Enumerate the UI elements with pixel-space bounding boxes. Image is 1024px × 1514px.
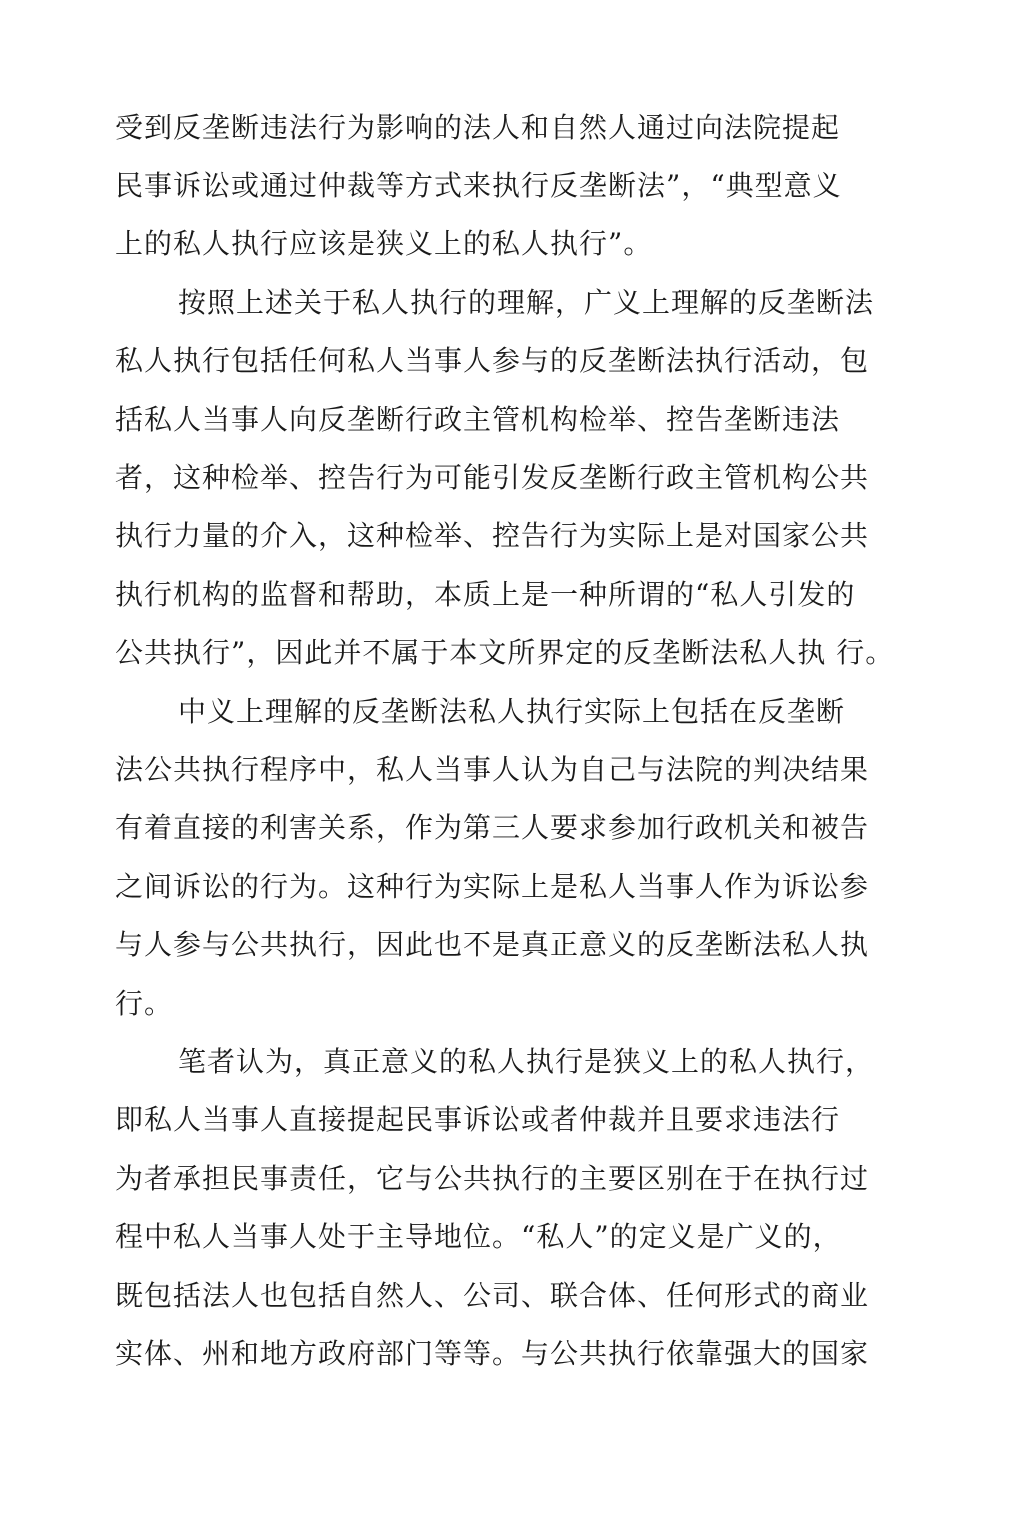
paragraph-start-line: 按照上述关于私人执行的理解，广义上理解的反垄断法 [178, 286, 875, 319]
text-line: 执行机构的监督和帮助，本质上是一种所谓的“私人引发的 [115, 578, 856, 611]
text-line: 执行力量的介入，这种检举、控告行为实际上是对国家公共 [115, 519, 870, 552]
text-line: 私人执行包括任何私人当事人参与的反垄断法执行活动，包 [115, 344, 870, 377]
text-line: 上的私人执行应该是狭义上的私人执行”。 [115, 227, 653, 260]
text-line: 程中私人当事人处于主导地位。“私人”的定义是广义的， [115, 1220, 842, 1253]
text-line: 括私人当事人向反垄断行政主管机构检举、控告垄断违法 [115, 403, 841, 436]
text-line: 公共执行”，因此并不属于本文所界定的反垄断法私人执 行。 [115, 636, 895, 669]
text-line: 有着直接的利害关系，作为第三人要求参加行政机关和被告 [115, 811, 870, 844]
text-line: 受到反垄断违法行为影响的法人和自然人通过向法院提起 [115, 111, 841, 144]
text-line: 者，这种检举、控告行为可能引发反垄断行政主管机构公共 [115, 461, 870, 494]
text-line: 与人参与公共执行，因此也不是真正意义的反垄断法私人执 [115, 928, 870, 961]
text-line: 即私人当事人直接提起民事诉讼或者仲裁并且要求违法行 [115, 1103, 841, 1136]
paragraph-start-line: 笔者认为，真正意义的私人执行是狭义上的私人执行， [178, 1045, 875, 1078]
text-line: 既包括法人也包括自然人、公司、联合体、任何形式的商业 [115, 1279, 870, 1312]
text-line: 法公共执行程序中，私人当事人认为自己与法院的判决结果 [115, 753, 870, 786]
paragraph-start-line: 中义上理解的反垄断法私人执行实际上包括在反垄断 [178, 695, 846, 728]
text-line: 实体、州和地方政府部门等等。与公共执行依靠强大的国家 [115, 1337, 870, 1370]
text-line: 为者承担民事责任，它与公共执行的主要区别在于在执行过 [115, 1162, 870, 1195]
text-line: 之间诉讼的行为。这种行为实际上是私人当事人作为诉讼参 [115, 870, 870, 903]
text-line: 行。 [115, 987, 174, 1020]
text-line: 民事诉讼或通过仲裁等方式来执行反垄断法”，“典型意义 [115, 169, 842, 202]
